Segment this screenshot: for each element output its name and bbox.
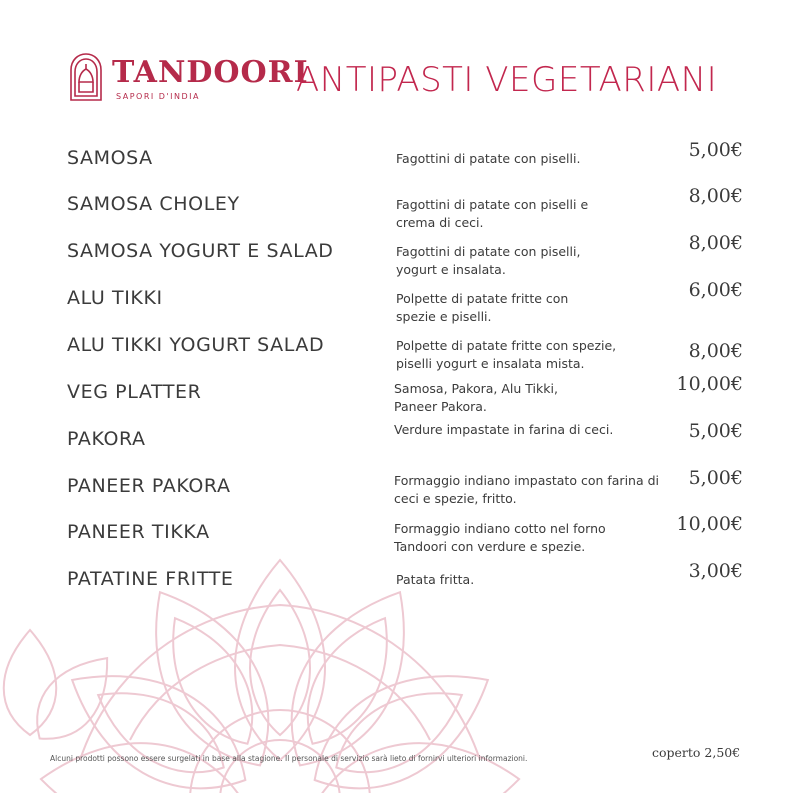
item-name: SAMOSA CHOLEY (67, 193, 240, 215)
item-description: Fagottini di patate con piselli e crema di ceci. (396, 197, 589, 230)
item-price: 10,00€ (676, 373, 743, 395)
item-price: 10,00€ (676, 513, 743, 535)
item-name: PAKORA (67, 428, 146, 450)
item-name: SAMOSA YOGURT E SALAD (67, 240, 334, 262)
item-description: Fagottini di patate con piselli, yogurt e insalata. (396, 244, 581, 277)
item-price: 3,00€ (688, 560, 743, 582)
item-name: ALU TIKKI (67, 287, 163, 309)
item-description: Polpette di patate fritte con spezie e piselli. (396, 291, 569, 324)
item-name: SAMOSA (67, 147, 153, 169)
item-description: Patata fritta. (396, 572, 475, 587)
cover-charge: coperto 2,50€ (652, 745, 741, 760)
item-description: Samosa, Pakora, Alu Tikki, Paneer Pakora. (394, 381, 558, 414)
item-name: VEG PLATTER (67, 381, 202, 403)
item-description: Formaggio indiano impastato con farina di ceci e spezie, fritto. (394, 473, 660, 506)
item-description: Verdure impastate in farina di ceci. (394, 422, 614, 437)
brand-name: TANDOORI (112, 55, 309, 90)
arch-logo-icon (68, 52, 104, 102)
item-description: Polpette di patate fritte con spezie, piselli yogurt e insalata mista. (396, 338, 617, 371)
item-price: 6,00€ (688, 279, 743, 301)
item-price: 5,00€ (688, 420, 743, 442)
item-price: 8,00€ (688, 185, 743, 207)
footer-note: Alcuni prodotti possono essere surgelati in base alla stagione. Il personale di servizio sarà lieto di fornirvi ulteriori informazioni. (50, 754, 528, 763)
item-description: Formaggio indiano cotto nel forno Tandoori con verdure e spezie. (394, 521, 606, 554)
item-name: PANEER PAKORA (67, 475, 231, 497)
item-price: 5,00€ (688, 467, 743, 489)
item-description: Fagottini di patate con piselli. (396, 151, 581, 166)
item-name: PANEER TIKKA (67, 521, 210, 543)
item-name: PATATINE FRITTE (67, 568, 234, 590)
page-title: ANTIPASTI VEGETARIANI (296, 60, 718, 100)
item-price: 8,00€ (688, 340, 743, 362)
item-price: 8,00€ (688, 232, 743, 254)
item-price: 5,00€ (688, 139, 743, 161)
brand-tagline: SAPORI D'INDIA (116, 92, 200, 101)
item-name: ALU TIKKI YOGURT SALAD (67, 334, 325, 356)
